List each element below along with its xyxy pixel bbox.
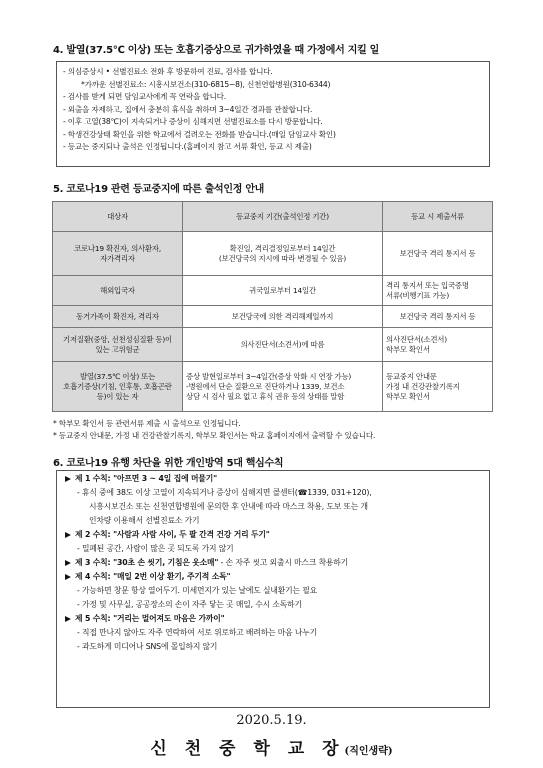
table-row <box>53 276 493 306</box>
section4-line: *가까운 선별진료소: 시흥시보건소(310-6815~8), 신천연합병원(310-6344) <box>81 79 331 89</box>
section4-line: - 의심증상시 • 선별진료소 전화 후 방문하여 진료, 검사를 합니다. <box>63 67 273 76</box>
rule-1-line: - 휴식 중에 38도 이상 고열이 지속되거나 증상이 심해지면 콜센터(☎1339, 031+120), <box>77 488 372 497</box>
rule-2-head: 제 2 수칙: "사람과 사람 사이, 두 팔 간격 건강 거리 두기" <box>75 530 270 539</box>
table-cell: 코로나19 확진자, 의사환자, 자가격리자 <box>53 232 183 276</box>
rule-1-line: 시흥시보건소 또는 신천연합병원에 문의한 후 안내에 따라 마스크 착용, 도보 또는 개 <box>89 502 368 511</box>
note-line: * 학부모 확인서 등 관련서류 제출 시 출석으로 인정됩니다. <box>53 419 241 428</box>
table-cell: 발열(37.5℃ 이상) 또는 호흡기증상(기침, 인후통, 호흡곤란 등)이 있는 자 <box>53 362 183 412</box>
table-header-cell: 등교중지 기간(출석인정 기간) <box>183 202 383 232</box>
section4-line: - 검사를 받게 되면 담임교사에게 꼭 연락을 합니다. <box>63 92 226 101</box>
triangle-icon: ▶ <box>65 572 71 581</box>
section4-box <box>56 61 490 167</box>
section5-title: 5. 코로나19 관련 등교중지에 따른 출석인정 안내 <box>53 184 265 195</box>
table-cell: 보건당국 격리 통지서 등 <box>383 306 493 328</box>
table-cell: 보건당국에 의한 격리해제일까지 <box>183 306 383 328</box>
table-header-cell: 등교 시 제출서류 <box>383 202 493 232</box>
rule-1-heading <box>65 472 481 486</box>
rule-4-heading <box>65 570 481 584</box>
table-row <box>53 306 493 328</box>
rule-4-line: - 가능하면 창문 항상 열어두기. 미세먼지가 있는 날에도 실내환기는 필요 <box>77 586 318 595</box>
triangle-icon: ▶ <box>65 614 71 623</box>
table-cell: 보건당국 격리 통지서 등 <box>383 232 493 276</box>
table-cell: 의사진단서(소견서)에 따름 <box>183 328 383 362</box>
table-cell: 확진일, 격리결정일로부터 14일간 (보건당국의 지시에 따라 변경될 수 있음) <box>183 232 383 276</box>
note-line: * 등교중지 안내문, 가정 내 건강관찰기록지, 학부모 확인서는 학교 홈페이지에서 출력할 수 있습니다. <box>53 431 376 440</box>
signer-name: 신 천 중 학 교 장 <box>150 739 345 759</box>
table-row <box>53 328 493 362</box>
table-row <box>53 232 493 276</box>
rule-5-line: - 과도하게 미디어나 SNS에 몰입하지 않기 <box>77 642 218 651</box>
table-header-cell: 대상자 <box>53 202 183 232</box>
section6-box <box>56 470 490 708</box>
attendance-table <box>52 201 493 412</box>
table-cell: 증상 발현일로부터 3~4일간(증상 악화 시 연장 가능) -병원에서 단순 질환으로 진단하거나 1339, 보건소 상담 시 검사 필요 없고 휴식 권유 등의 상태를 말함 <box>183 362 383 412</box>
rule-5-head: 제 5 수칙: "거리는 멀어져도 마음은 가까이" <box>75 614 225 623</box>
rule-1-head: 제 1 수칙: "아프면 3 ~ 4일 집에 머물기" <box>75 474 218 483</box>
section4-line: - 등교는 중지되나 출석은 인정됩니다.(홈페이지 참고 서류 확인, 등교 시 제출) <box>63 142 312 151</box>
rule-4-line: - 가정 및 사무실, 공공장소의 손이 자주 닿는 곳 매일, 수시 소독하기 <box>77 600 302 609</box>
rule-3-head: 제 3 수칙: "30초 손 씻기, 기침은 옷소매" <box>75 558 219 567</box>
section4-line: - 이후 고열(38℃)이 지속되거나 증상이 심해지면 선별진료소를 다시 방문합니다. <box>63 117 323 126</box>
section4-line: - 외출을 자제하고, 집에서 충분히 휴식을 취하며 3~4일간 경과를 관찰합니다. <box>63 104 313 114</box>
rule-1-line: 인차량 이용해서 선별진료소 가기 <box>89 516 200 525</box>
rule-4-head: 제 4 수칙: "매일 2번 이상 환기, 주기적 소독" <box>75 572 231 581</box>
table-cell: 동거가족이 확진자, 격리자 <box>53 306 183 328</box>
issue-date: 2020.5.19. <box>236 713 307 728</box>
rule-5-line: - 직접 만나지 않아도 자주 연락하여 서로 위로하고 배려하는 마음 나누기 <box>77 628 318 637</box>
table-header-row <box>53 202 493 232</box>
table-cell: 기저질환(중앙, 선천성심질환 등)이 있는 고위험군 <box>53 328 183 362</box>
rule-2-line: - 밀폐된 공간, 사람이 많은 곳 되도록 가지 않기 <box>77 544 234 553</box>
section4-line: - 학생건강상태 확인을 위한 학교에서 걸려오는 전화를 받습니다.(매일 담임교사 확인) <box>63 129 336 139</box>
table-cell: 격리 통지서 또는 입국증명 서류(비행기표 가능) <box>383 276 493 306</box>
rule-2-heading <box>65 528 481 542</box>
table-cell: 귀국일로부터 14일간 <box>183 276 383 306</box>
table-row <box>53 362 493 412</box>
seal-note: (직인생략) <box>344 746 393 757</box>
section5-notes <box>53 418 375 442</box>
section4-title: 4. 발열(37.5℃ 이상) 또는 호흡기증상으로 귀가하였을 때 가정에서 지킬 일 <box>53 45 379 56</box>
triangle-icon: ▶ <box>65 558 71 567</box>
signer <box>0 734 543 759</box>
rule-3-suffix: - 손 자주 씻고 외출시 마스크 착용하기 <box>218 558 349 567</box>
rule-3-heading <box>65 556 481 570</box>
table-cell: 해외입국자 <box>53 276 183 306</box>
table-cell: 의사진단서(소견서) 학부모 확인서 <box>383 328 493 362</box>
triangle-icon: ▶ <box>65 530 71 539</box>
section6-title: 6. 코로나19 유행 차단을 위한 개인방역 5대 핵심수칙 <box>53 458 284 469</box>
triangle-icon: ▶ <box>65 474 71 483</box>
table-cell: 등교중지 안내문 가정 내 건강관찰기록지 학부모 확인서 <box>383 362 493 412</box>
rule-5-heading <box>65 612 481 626</box>
